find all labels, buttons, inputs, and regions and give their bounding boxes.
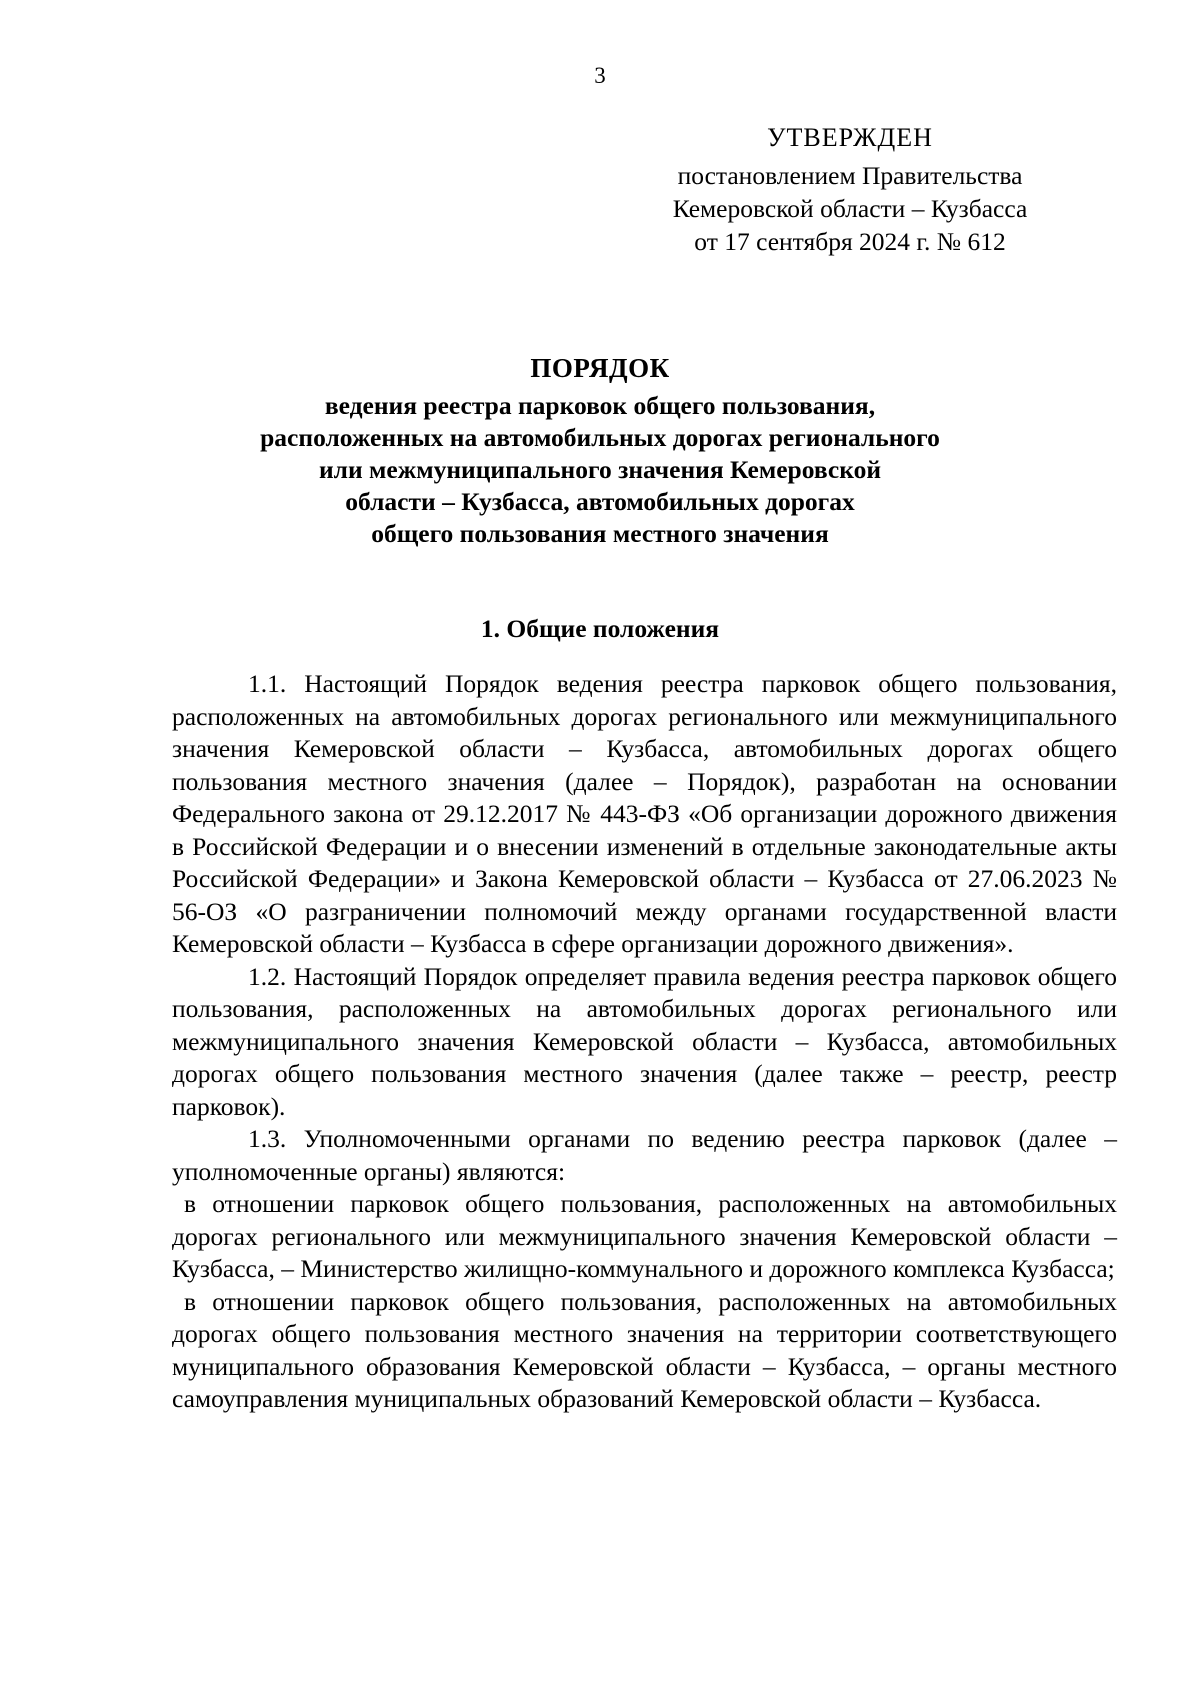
approval-line: Кемеровской области – Кузбасса <box>672 194 1028 223</box>
document-title: ПОРЯДОК <box>530 353 670 383</box>
paragraph: 1.1. Настоящий Порядок ведения реестра парковок общего пользования, расположенных на автомобильных дорогах регионального или межмуниципального значения Кемеровской области – Кузбасса, автомобильных дорогах общего пользования местного значения (далее – Порядок), разработан на основании Федерального закона от 29.12.2017 № 443-ФЗ «Об организации дорожного движения в Российской Федерации и о внесении изменений в отдельные законодательные акты Российской Федерации» и Закона Кемеровской области – Кузбасса от 27.06.2023 № 56-ОЗ «О разграничении полномочий между органами государственной власти Кемеровской области – Кузбасса в сфере организации дорожного движения». <box>172 669 1117 958</box>
list-item: в отношении парковок общего пользования, расположенных на автомобильных дорогах общего пользования местного значения на территории соответствующего муниципального образования Кемеровской области – Кузбасса, – органы местного самоуправления муниципальных образований Кемеровской области – Кузбасса. <box>172 1286 1117 1413</box>
list-item: в отношении парковок общего пользования, расположенных на автомобильных дорогах регионального или межмуниципального значения Кемеровской области – Кузбасса, – Министерство жилищно-коммунального и дорожного комплекса Кузбасса; <box>172 1189 1117 1283</box>
approval-title: УТВЕРЖДЕН <box>767 123 933 152</box>
section-heading: 1. Общие положения <box>480 614 720 643</box>
approval-stamp <box>650 122 1050 259</box>
section-body <box>172 668 1117 1416</box>
paragraph: 1.3. Уполномоченными органами по ведению реестра парковок (далее – уполномоченные органы) являются: <box>172 1124 1117 1186</box>
page-number: 3 <box>594 63 606 88</box>
paragraph: 1.2. Настоящий Порядок определяет правила ведения реестра парковок общего пользования, расположенных на автомобильных дорогах регионального или межмуниципального значения Кемеровской области – Кузбасса, автомобильных дорогах общего пользования местного значения (далее также – реестр, реестр парковок). <box>172 961 1117 1121</box>
document-subtitle-line: общего пользования местного значения <box>371 519 829 548</box>
document-subtitle-line: расположенных на автомобильных дорогах регионального <box>260 423 940 452</box>
document-subtitle-line: ведения реестра парковок общего пользования, <box>324 391 876 420</box>
approval-line: постановлением Правительства <box>677 161 1023 190</box>
document-title-block <box>0 352 1200 550</box>
document-subtitle-line: области – Кузбасса, автомобильных дорогах <box>345 487 855 516</box>
document-subtitle-line: или межмуниципального значения Кемеровской <box>318 455 882 484</box>
approval-line: от 17 сентября 2024 г. № 612 <box>694 227 1006 256</box>
